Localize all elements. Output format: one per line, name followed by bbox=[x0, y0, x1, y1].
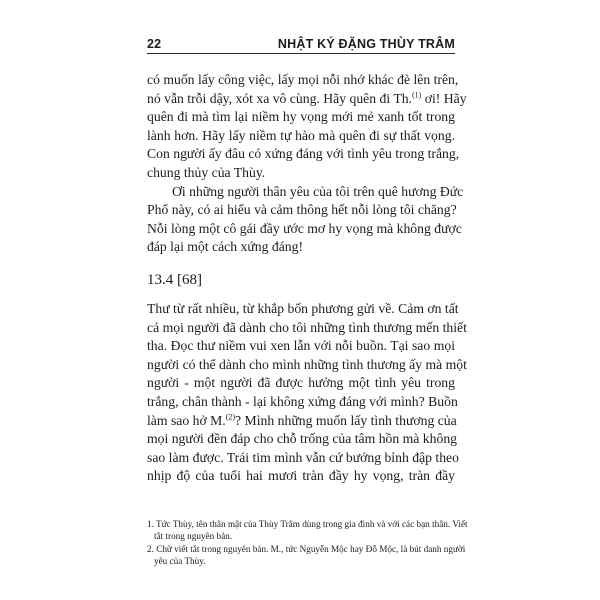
text-line: lành hơn. Hãy lấy niềm tự hào mà quên đi sự thất vọng. bbox=[147, 127, 455, 143]
text-line: Ơi những người thân yêu của tôi trên quê hương Đức bbox=[172, 183, 464, 199]
text-line: làm sao hở M.$^{(2)}$? Mình những muốn lấy tình thương của bbox=[147, 412, 457, 428]
entry-date-heading: 13.4 [68] bbox=[147, 272, 202, 288]
text-line: nhịp độ của tuổi hai mươi tràn đầy hy vọng, tràn đầy bbox=[147, 468, 455, 484]
text-line: trắng, chân thành - lại không xứng đáng với mình? Buồn bbox=[147, 393, 458, 409]
text-line: mọi người đền đáp cho chỗ trống của tâm hồn mà không bbox=[147, 431, 458, 447]
footnotes bbox=[147, 518, 468, 567]
book-title: NHẬT KÝ ĐẶNG THÙY TRÂM bbox=[277, 37, 455, 51]
text-line: người có thể dành cho mình những tình thương ấy mà một bbox=[147, 356, 467, 372]
footnote-ref-2[interactable]: (2) bbox=[225, 412, 236, 421]
text-line: Con người ấy đâu có xứng đáng với tình yêu trong trắng, bbox=[147, 146, 460, 162]
text-line: Thư từ rất nhiều, từ khắp bốn phương gửi về. Cảm ơn tất bbox=[147, 301, 459, 316]
header-rule bbox=[147, 53, 455, 54]
text-line: chung thủy của Thùy. bbox=[147, 164, 266, 180]
text-line: sao làm được. Trái tim mình vẫn cứ bướng bỉnh đập theo bbox=[147, 449, 459, 465]
text-line: nó vẫn trỗi dậy, xót xa vô cùng. Hãy quên đi Th.$^{(1)}$ ơi! Hãy bbox=[147, 90, 467, 106]
footnote-1: 1. Tức Thùy, tên thân mật của Thùy Trâm dùng trong gia đình và với các bạn thân. Viết bbox=[147, 519, 468, 529]
footnote-ref-1[interactable]: (1) bbox=[411, 90, 422, 100]
running-header bbox=[147, 33, 455, 51]
footnote-1-cont: tắt trong nguyên bản. bbox=[154, 531, 233, 542]
text-line: người - một người đã được hưởng một tình yêu trong bbox=[147, 375, 455, 391]
text-line: quên đi mà tìm lại niềm hy vọng mới mẻ xanh tốt trong bbox=[147, 109, 455, 125]
text-line: Phổ này, có ai hiểu và cảm thông hết nỗi lòng tôi chăng? bbox=[147, 202, 457, 218]
text-line: Nỗi lòng một cô gái đầy ước mơ hy vọng mà không được bbox=[147, 220, 462, 236]
footnote-2-cont: yêu của Thùy. bbox=[154, 555, 206, 566]
text-line: đáp lại một cách xứng đáng! bbox=[147, 239, 304, 255]
paragraph-block-2 bbox=[147, 300, 467, 486]
page-number: 22 bbox=[147, 37, 162, 51]
paragraph-block-1 bbox=[147, 71, 467, 257]
footnote-2: 2. Chữ viết tắt trong nguyên bản. M., tức Nguyễn Mộc hay Đỗ Mộc, là bút danh người bbox=[147, 543, 466, 554]
text-line: cả mọi người đã dành cho tôi những tình thương mến thiết bbox=[147, 319, 467, 335]
text-line: có muốn lấy công việc, lấy mọi nỗi nhớ khác đè lên trên, bbox=[147, 72, 459, 87]
text-line: tha. Đọc thư niềm vui xen lẫn với nỗi buồn. Tại sao mọi bbox=[147, 338, 455, 354]
